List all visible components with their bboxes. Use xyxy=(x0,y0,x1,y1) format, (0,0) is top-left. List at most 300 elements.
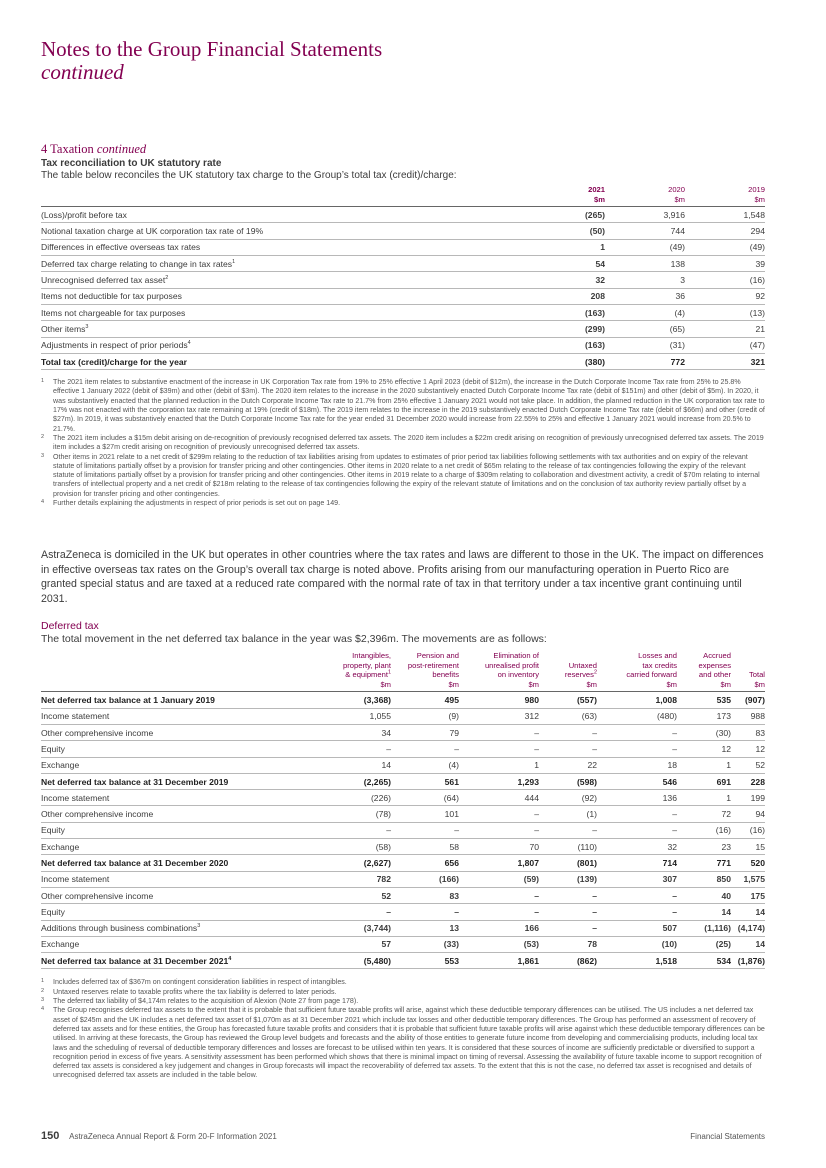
footnote-number: 3 xyxy=(41,452,45,459)
value-cell: 3,916 xyxy=(605,207,685,223)
value-cell: 175 xyxy=(731,887,765,903)
value-cell: (557) xyxy=(539,692,597,708)
row-label-text: Equity xyxy=(41,743,65,754)
deferred-tax-footnotes xyxy=(41,978,765,1080)
value-cell: (5,480) xyxy=(287,953,391,969)
value-cell: – xyxy=(539,920,597,936)
row-label-text: Net deferred tax balance at 31 December 2021 xyxy=(41,955,229,966)
row-label-text: Income statement xyxy=(41,711,110,722)
table-row xyxy=(41,272,765,288)
value-cell: 744 xyxy=(605,223,685,239)
table-row xyxy=(41,239,765,255)
value-cell: (163) xyxy=(525,337,605,353)
value-cell: – xyxy=(459,887,539,903)
table-row xyxy=(41,757,765,773)
row-label-text: Notional taxation charge at UK corporation tax rate of 19% xyxy=(41,226,264,237)
tax-reconciliation-footnotes xyxy=(41,378,765,508)
column-header-line xyxy=(597,661,677,671)
footnote xyxy=(41,434,765,453)
value-cell: (78) xyxy=(287,806,391,822)
value-cell: 36 xyxy=(605,288,685,304)
value-cell: 988 xyxy=(731,708,765,724)
section-heading-text: 4 Taxation xyxy=(41,142,94,156)
value-cell: (10) xyxy=(597,936,677,952)
value-cell: 14 xyxy=(287,757,391,773)
value-cell: 32 xyxy=(597,839,677,855)
value-cell: (2,265) xyxy=(287,773,391,789)
value-cell: 13 xyxy=(391,920,459,936)
value-cell: 83 xyxy=(391,887,459,903)
value-cell: 228 xyxy=(731,773,765,789)
value-cell: 772 xyxy=(605,353,685,369)
value-cell: 14 xyxy=(731,936,765,952)
footnote-text: Further details explaining the adjustments in respect of prior periods is set out on page 149. xyxy=(53,499,341,508)
column-header xyxy=(539,651,597,692)
value-cell: (299) xyxy=(525,321,605,337)
row-label-text: Unrecognised deferred tax asset xyxy=(41,275,166,286)
column-header-text: expenses xyxy=(698,660,731,670)
value-cell: 1 xyxy=(525,239,605,255)
value-cell: 546 xyxy=(597,773,677,789)
value-cell: (16) xyxy=(731,822,765,838)
column-header-line xyxy=(287,661,391,671)
value-cell: 561 xyxy=(391,773,459,789)
value-cell: – xyxy=(287,904,391,920)
value-cell: (65) xyxy=(605,321,685,337)
column-header-line xyxy=(731,670,765,680)
column-header-line xyxy=(677,651,731,661)
footnote xyxy=(41,499,765,508)
column-unit: $m xyxy=(594,194,605,204)
value-cell: (163) xyxy=(525,304,605,320)
tax-reconciliation-table xyxy=(41,185,765,370)
table-row xyxy=(41,288,765,304)
value-cell: 520 xyxy=(731,855,765,871)
value-cell: – xyxy=(597,806,677,822)
value-cell: (92) xyxy=(539,790,597,806)
column-header-text: unrealised profit xyxy=(484,660,539,670)
value-cell: – xyxy=(287,822,391,838)
value-cell: (1) xyxy=(539,806,597,822)
table-row xyxy=(41,223,765,239)
row-label xyxy=(41,207,525,223)
footnote xyxy=(41,453,765,499)
value-cell: – xyxy=(597,724,677,740)
row-label-text: Equity xyxy=(41,906,65,917)
value-cell: (265) xyxy=(525,207,605,223)
footnote-ref: 1 xyxy=(387,669,391,676)
column-header-line xyxy=(677,661,731,671)
row-label xyxy=(41,724,287,740)
value-cell: 136 xyxy=(597,790,677,806)
row-label-text: Other items xyxy=(41,323,86,334)
row-label xyxy=(41,773,287,789)
table-header-row xyxy=(41,651,765,692)
column-header-text: Elimination of xyxy=(493,651,539,660)
value-cell: 54 xyxy=(525,256,605,272)
column-header-text: Untaxed xyxy=(568,660,597,670)
value-cell: 39 xyxy=(685,256,765,272)
column-header-line xyxy=(391,670,459,680)
table-row xyxy=(41,724,765,740)
value-cell: (47) xyxy=(685,337,765,353)
value-cell: 72 xyxy=(677,806,731,822)
value-cell: 495 xyxy=(391,692,459,708)
value-cell: 1 xyxy=(677,790,731,806)
section-heading-continued: continued xyxy=(96,142,147,156)
tax-reconciliation-subheading: Tax reconciliation to UK statutory rate xyxy=(41,158,222,169)
footnote-text: The deferred tax liability of $4,174m relates to the acquisition of Alexion (Note 27 from page 178). xyxy=(53,997,359,1006)
column-header-text: Losses and xyxy=(638,651,677,660)
value-cell: – xyxy=(597,904,677,920)
row-label xyxy=(41,239,525,255)
value-cell: (1,876) xyxy=(731,953,765,969)
header-label-cell xyxy=(41,651,287,692)
value-cell: (30) xyxy=(677,724,731,740)
value-cell: 173 xyxy=(677,708,731,724)
row-label-text: Equity xyxy=(41,825,65,836)
value-cell: – xyxy=(597,887,677,903)
row-label xyxy=(41,223,525,239)
value-cell: (16) xyxy=(677,822,731,838)
table-row xyxy=(41,806,765,822)
footnote xyxy=(41,988,765,997)
value-cell: 1,807 xyxy=(459,855,539,871)
value-cell: (58) xyxy=(287,839,391,855)
footnote-ref: 3 xyxy=(85,324,89,331)
value-cell: 507 xyxy=(597,920,677,936)
value-cell: (33) xyxy=(391,936,459,952)
column-header-line xyxy=(731,661,765,671)
publication-name: AstraZeneca Annual Report & Form 20-F Information 2021 xyxy=(69,1132,277,1141)
column-header-text: carried forward xyxy=(626,670,677,680)
table-row xyxy=(41,321,765,337)
value-cell: 23 xyxy=(677,839,731,855)
deferred-tax-intro: The total movement in the net deferred tax balance in the year was $2,396m. The movements are as follows: xyxy=(41,633,547,645)
row-label xyxy=(41,920,287,936)
footnote-ref: 2 xyxy=(165,275,169,282)
value-cell: 1,293 xyxy=(459,773,539,789)
value-cell: (380) xyxy=(525,353,605,369)
value-cell: (907) xyxy=(731,692,765,708)
footnote-text: Includes deferred tax of $367m on contingent consideration liabilities in respect of intangibles. xyxy=(53,978,347,987)
column-header-text: tax credits xyxy=(642,660,677,670)
value-cell: 1,861 xyxy=(459,953,539,969)
footnote-number: 1 xyxy=(41,378,45,385)
value-cell: – xyxy=(539,741,597,757)
column-header-2020 xyxy=(605,185,685,207)
row-label xyxy=(41,953,287,969)
row-label xyxy=(41,353,525,369)
footnote-ref: 4 xyxy=(228,955,232,962)
table-header-row xyxy=(41,185,765,207)
deferred-tax-section xyxy=(41,620,765,1081)
value-cell: – xyxy=(597,741,677,757)
value-cell: (862) xyxy=(539,953,597,969)
column-header-text: on inventory xyxy=(497,670,539,680)
row-label xyxy=(41,256,525,272)
value-cell: 79 xyxy=(391,724,459,740)
column-header-line xyxy=(539,651,597,661)
value-cell: 1,518 xyxy=(597,953,677,969)
table-row xyxy=(41,304,765,320)
row-label-text: Other comprehensive income xyxy=(41,890,154,901)
column-header-text: Intangibles, xyxy=(352,651,391,660)
column-header xyxy=(677,651,731,692)
footnote-ref: 1 xyxy=(232,258,236,265)
row-label-text: Net deferred tax balance at 1 January 2019 xyxy=(41,695,215,706)
value-cell: (13) xyxy=(685,304,765,320)
row-label xyxy=(41,839,287,855)
value-cell: (59) xyxy=(459,871,539,887)
value-cell: (598) xyxy=(539,773,597,789)
page-title-main: Notes to the Group Financial Statements xyxy=(41,37,383,61)
row-label xyxy=(41,887,287,903)
section-name: Financial Statements xyxy=(690,1132,765,1141)
row-label-text: Deferred tax charge relating to change in tax rates xyxy=(41,258,233,269)
column-header-text: & equipment xyxy=(345,670,388,680)
value-cell: 312 xyxy=(459,708,539,724)
footnote-number: 1 xyxy=(41,978,45,985)
column-header-text: post-retirement xyxy=(407,660,459,670)
value-cell: – xyxy=(459,904,539,920)
column-header-line xyxy=(459,651,539,661)
value-cell: – xyxy=(459,822,539,838)
value-cell: (3,744) xyxy=(287,920,391,936)
row-label-text: Other comprehensive income xyxy=(41,727,154,738)
footnote xyxy=(41,997,765,1006)
value-cell: – xyxy=(539,724,597,740)
table-row xyxy=(41,822,765,838)
page-title xyxy=(41,38,382,84)
value-cell: (49) xyxy=(685,239,765,255)
taxation-section xyxy=(41,142,765,508)
table-row xyxy=(41,790,765,806)
value-cell: 3 xyxy=(605,272,685,288)
row-label xyxy=(41,304,525,320)
row-label xyxy=(41,790,287,806)
value-cell: (50) xyxy=(525,223,605,239)
header-label-cell xyxy=(41,185,525,207)
footnote-number: 4 xyxy=(41,499,45,506)
footnote-ref: 4 xyxy=(187,340,191,347)
value-cell: – xyxy=(539,822,597,838)
row-label xyxy=(41,337,525,353)
row-label-text: (Loss)/profit before tax xyxy=(41,209,127,220)
table-row xyxy=(41,773,765,789)
footnote-number: 2 xyxy=(41,433,45,440)
page-number: 150 xyxy=(41,1130,60,1142)
value-cell: 782 xyxy=(287,871,391,887)
row-label xyxy=(41,806,287,822)
value-cell: 58 xyxy=(391,839,459,855)
value-cell: 1,548 xyxy=(685,207,765,223)
value-cell: 1,008 xyxy=(597,692,677,708)
column-unit: $m xyxy=(380,679,391,689)
column-header-line xyxy=(539,670,597,680)
value-cell: 444 xyxy=(459,790,539,806)
row-label-text: Net deferred tax balance at 31 December 2020 xyxy=(41,857,229,868)
value-cell: 70 xyxy=(459,839,539,855)
column-header-text: and other xyxy=(698,670,731,680)
tax-reconciliation-intro: The table below reconciles the UK statutory tax charge to the Group’s total tax (credit)/charge: xyxy=(41,170,457,181)
value-cell: (110) xyxy=(539,839,597,855)
value-cell: 32 xyxy=(525,272,605,288)
column-header-text: property, plant xyxy=(343,660,391,670)
value-cell: 15 xyxy=(731,839,765,855)
table-row xyxy=(41,936,765,952)
value-cell: (166) xyxy=(391,871,459,887)
column-header-line xyxy=(597,670,677,680)
value-cell: 656 xyxy=(391,855,459,871)
column-header-line xyxy=(459,670,539,680)
footnote xyxy=(41,1006,765,1080)
table-row xyxy=(41,207,765,223)
value-cell: (3,368) xyxy=(287,692,391,708)
table-row xyxy=(41,855,765,871)
value-cell: (9) xyxy=(391,708,459,724)
value-cell: 1,575 xyxy=(731,871,765,887)
value-cell: – xyxy=(539,887,597,903)
row-label xyxy=(41,272,525,288)
column-header-text: Accrued xyxy=(703,651,731,660)
value-cell: 92 xyxy=(685,288,765,304)
value-cell: 18 xyxy=(597,757,677,773)
table-row xyxy=(41,256,765,272)
row-label xyxy=(41,741,287,757)
value-cell: 12 xyxy=(731,741,765,757)
table-row xyxy=(41,953,765,969)
value-cell: (4) xyxy=(605,304,685,320)
table-row xyxy=(41,692,765,708)
table-row xyxy=(41,353,765,369)
value-cell: 535 xyxy=(677,692,731,708)
value-cell: (1,116) xyxy=(677,920,731,936)
row-label xyxy=(41,708,287,724)
value-cell: – xyxy=(597,822,677,838)
column-header-line xyxy=(597,651,677,661)
value-cell: 771 xyxy=(677,855,731,871)
row-label xyxy=(41,855,287,871)
footnote-text: The Group recognises deferred tax assets to the extent that it is probable that sufficient future taxable profits will arise, against which these deductible temporary differences can be utilised. The US includes a net deferred tax asset of $245m and the UK includes a net deferred tax asset of $1,070m as at 31 December 2021 which include tax losses and other deductible temporary differences. The Group has performed an assessment of recovery of deferred tax assets and for these entities, the Group has forecasted future taxable profits and considers that it is probable that sufficient future taxable profits will arise against which these deductible temporary differences can be utilised. In arriving at these forecasts, the Group has reviewed the Group level budgets and forecasts and the ability of those entities to generate future income from developing and commercialising products, including local tax laws and the scheduling of reversal of deductible temporary differences and losses are forecast to be utilised within ten years. It is considered that these sources of income are sufficiently predictable or diversified to support a recognition period in excess of five years. A sensitivity assessment has been performed which shows that there is minimal impact on timing of reversal. Assessing the availability of future taxable income to support recognition of deferred tax assets is considered a key judgement and changes in Group forecasts will impact the recoverability of deferred tax assets. To the extent that this is not the case, no deferred tax asset is recognised and details of unrecognised deferred tax assets are included in the table below. xyxy=(53,1006,765,1080)
value-cell: 83 xyxy=(731,724,765,740)
row-label-text: Items not deductible for tax purposes xyxy=(41,291,182,302)
value-cell: 294 xyxy=(685,223,765,239)
value-cell: 321 xyxy=(685,353,765,369)
footnote-text: The 2021 item includes a $15m debit arising on de-recognition of previously recognised deferred tax assets. The 2020 item includes a $22m credit arising on recognition of previously unrecognised deferred tax assets. The 2019 item includes a $27m credit arising on recognition of previously unrecognised deferred tax assets. xyxy=(53,433,764,452)
column-header xyxy=(597,651,677,692)
value-cell: 199 xyxy=(731,790,765,806)
table-row xyxy=(41,904,765,920)
row-label-text: Total tax (credit)/charge for the year xyxy=(41,356,187,367)
column-year: 2021 xyxy=(588,185,605,194)
value-cell: (63) xyxy=(539,708,597,724)
row-label-text: Net deferred tax balance at 31 December 2019 xyxy=(41,776,229,787)
column-unit: $m xyxy=(586,679,597,689)
value-cell: (49) xyxy=(605,239,685,255)
value-cell: 22 xyxy=(539,757,597,773)
column-header-line xyxy=(459,661,539,671)
row-label-text: Income statement xyxy=(41,792,110,803)
page-title-continued: continued xyxy=(41,60,124,84)
value-cell: (4,174) xyxy=(731,920,765,936)
value-cell: 208 xyxy=(525,288,605,304)
value-cell: 52 xyxy=(287,887,391,903)
value-cell: (139) xyxy=(539,871,597,887)
column-header-line xyxy=(731,651,765,661)
value-cell: – xyxy=(459,741,539,757)
value-cell: 78 xyxy=(539,936,597,952)
value-cell: 553 xyxy=(391,953,459,969)
footnote-ref: 2 xyxy=(593,669,597,676)
row-label-text: Other comprehensive income xyxy=(41,809,154,820)
row-label xyxy=(41,321,525,337)
value-cell: 1 xyxy=(677,757,731,773)
value-cell: 52 xyxy=(731,757,765,773)
deferred-tax-table xyxy=(41,651,765,969)
section-heading xyxy=(41,142,765,157)
value-cell: – xyxy=(391,741,459,757)
row-label xyxy=(41,936,287,952)
value-cell: 57 xyxy=(287,936,391,952)
row-label-text: Adjustments in respect of prior periods xyxy=(41,340,188,351)
value-cell: (53) xyxy=(459,936,539,952)
table-row xyxy=(41,920,765,936)
footnote xyxy=(41,378,765,434)
page-footer xyxy=(41,1130,765,1142)
value-cell: 307 xyxy=(597,871,677,887)
value-cell: (4) xyxy=(391,757,459,773)
column-header-2021 xyxy=(525,185,605,207)
row-label-text: Additions through business combinations xyxy=(41,923,198,934)
column-header xyxy=(731,651,765,692)
row-label-text: Exchange xyxy=(41,760,80,771)
column-header-line xyxy=(539,661,597,671)
column-header-text: benefits xyxy=(432,670,459,680)
column-year: 2019 xyxy=(748,185,765,194)
value-cell: 138 xyxy=(605,256,685,272)
value-cell: – xyxy=(287,741,391,757)
column-year: 2020 xyxy=(668,185,685,194)
value-cell: 101 xyxy=(391,806,459,822)
column-header-line xyxy=(391,661,459,671)
value-cell: (226) xyxy=(287,790,391,806)
value-cell: 40 xyxy=(677,887,731,903)
value-cell: – xyxy=(459,724,539,740)
footnote-number: 3 xyxy=(41,997,45,1004)
row-label xyxy=(41,692,287,708)
footnote xyxy=(41,978,765,987)
footnote-text: Untaxed reserves relate to taxable profits where the tax liability is deferred to later periods. xyxy=(53,987,337,996)
value-cell: 980 xyxy=(459,692,539,708)
table-row xyxy=(41,337,765,353)
row-label xyxy=(41,757,287,773)
row-label xyxy=(41,904,287,920)
value-cell: 691 xyxy=(677,773,731,789)
column-header xyxy=(287,651,391,692)
value-cell: – xyxy=(391,904,459,920)
value-cell: 14 xyxy=(731,904,765,920)
deferred-tax-heading: Deferred tax xyxy=(41,620,99,632)
column-header-text: Total xyxy=(748,670,765,680)
row-label xyxy=(41,822,287,838)
row-label-text: Differences in effective overseas tax rates xyxy=(41,242,201,253)
value-cell: (480) xyxy=(597,708,677,724)
value-cell: 21 xyxy=(685,321,765,337)
table-row xyxy=(41,887,765,903)
column-header-line xyxy=(287,651,391,661)
value-cell: – xyxy=(539,904,597,920)
